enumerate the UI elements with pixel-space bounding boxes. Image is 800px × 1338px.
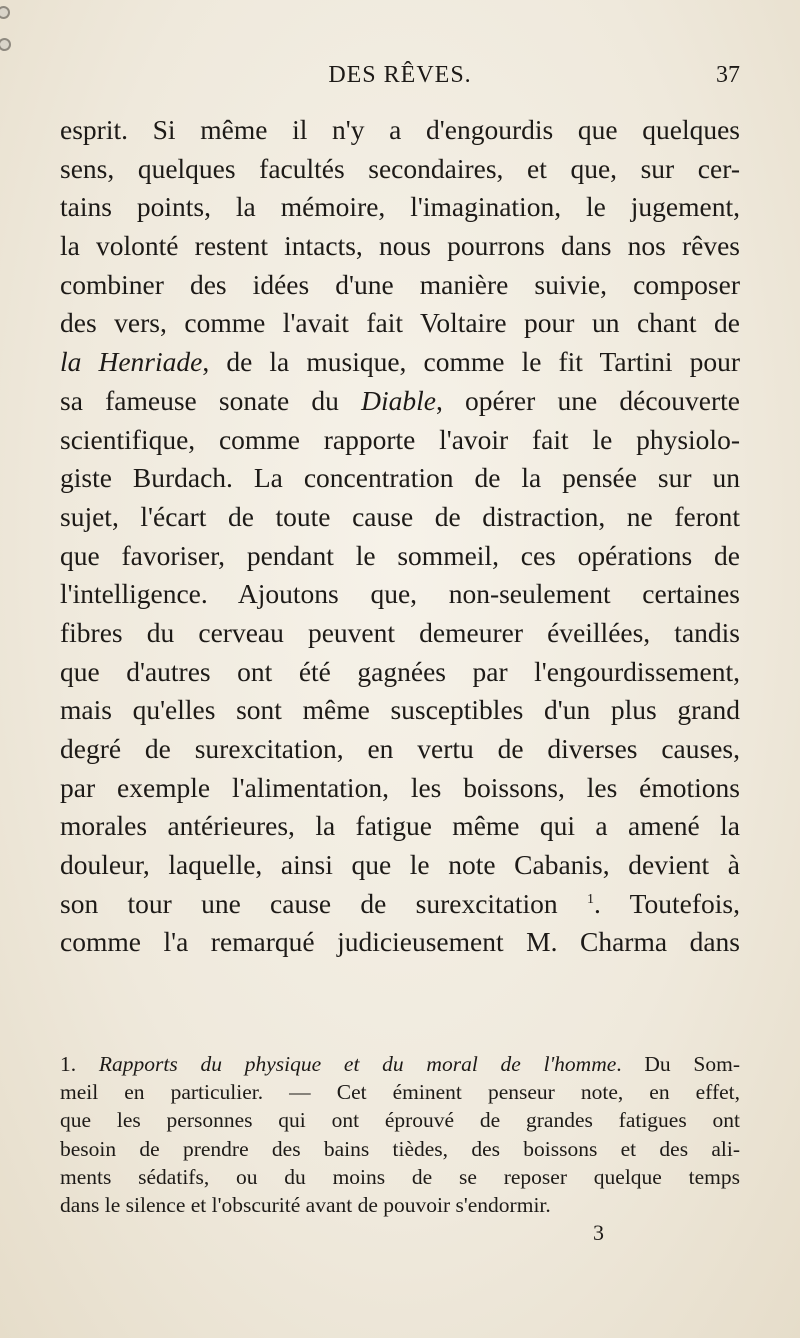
footnote-line: dans le silence et l'obscurité avant de pouvoir s'endormir. <box>60 1192 551 1217</box>
text-line: des vers, comme l'avait fait Voltaire pour un chant de <box>60 307 740 339</box>
footnote-line <box>60 1050 740 1078</box>
text-line <box>60 885 740 924</box>
footnote-number: 1. <box>60 1052 99 1076</box>
footnote-italic-title: Rapports du physique et du moral de l'homme <box>98 1052 617 1076</box>
text-line: giste Burdach. La concentration de la pensée sur un <box>60 462 740 494</box>
text-line: la volonté restent intacts, nous pourrons dans nos rêves <box>60 230 740 262</box>
running-head <box>60 62 740 96</box>
main-text <box>60 111 740 962</box>
italic-title-diable: Diable <box>361 384 436 416</box>
binding-hole <box>0 38 11 51</box>
signature-mark: 3 <box>593 1220 604 1245</box>
footnote-line: ments sédatifs, ou du moins de se reposer quelque temps <box>60 1164 740 1189</box>
text-line: par exemple l'alimentation, les boissons, les émotions <box>60 771 740 803</box>
text-line: comme l'a remarqué judicieusement M. Charma dans <box>60 926 740 958</box>
text-fragment: son tour une cause de surexcitation <box>60 887 587 919</box>
text-line: que favoriser, pendant le sommeil, ces opérations de <box>60 539 740 571</box>
running-title: DES RÊVES. <box>328 62 472 88</box>
text-line <box>60 382 740 421</box>
footnote-line: meil en particulier. — Cet éminent penseur note, en effet, <box>60 1080 740 1105</box>
text-line: scientifique, comme rapporte l'avoir fait le physiolo- <box>60 423 740 455</box>
text-fragment: . Toutefois, <box>593 887 740 919</box>
text-line: que d'autres ont été gagnées par l'engourdissement, <box>60 655 740 687</box>
text-line: fibres du cerveau peuvent demeurer éveillées, tandis <box>60 616 740 648</box>
text-line: mais qu'elles sont même susceptibles d'un plus grand <box>60 694 740 726</box>
text-fragment: , opérer une découverte <box>435 384 740 416</box>
text-line: morales antérieures, la fatigue même qui a amené la <box>60 810 740 842</box>
text-fragment: . Du Som- <box>616 1052 740 1076</box>
text-line: douleur, laquelle, ainsi que le note Cabanis, devient à <box>60 849 740 881</box>
text-line: esprit. Si même il n'y a d'engourdis que quelques <box>60 114 740 145</box>
footnote-line: besoin de prendre des bains tièdes, des boissons et des ali- <box>60 1136 740 1161</box>
footnote-marker: 1 <box>586 891 594 907</box>
text-line: tains points, la mémoire, l'imagination, le jugement, <box>60 191 740 223</box>
text-line: sujet, l'écart de toute cause de distraction, ne feront <box>60 500 740 532</box>
footnote-line: que les personnes qui ont éprouvé de grandes fatigues ont <box>60 1108 740 1133</box>
text-line: sens, quelques facultés secondaires, et que, sur cer- <box>60 152 740 184</box>
footnote <box>60 1050 740 1219</box>
binding-hole <box>0 6 10 19</box>
text-fragment: sa fameuse sonate du <box>60 384 362 416</box>
italic-title-henriade: la Henriade <box>60 346 203 378</box>
text-line: combiner des idées d'une manière suivie, composer <box>60 268 740 300</box>
text-fragment: , de la musique, comme le fit Tartini pour <box>202 346 740 378</box>
text-line: degré de surexcitation, en vertu de diverses causes, <box>60 733 740 764</box>
text-line <box>60 343 740 382</box>
text-line: l'intelligence. Ajoutons que, non-seulement certaines <box>60 578 740 610</box>
page-number: 37 <box>716 62 740 88</box>
